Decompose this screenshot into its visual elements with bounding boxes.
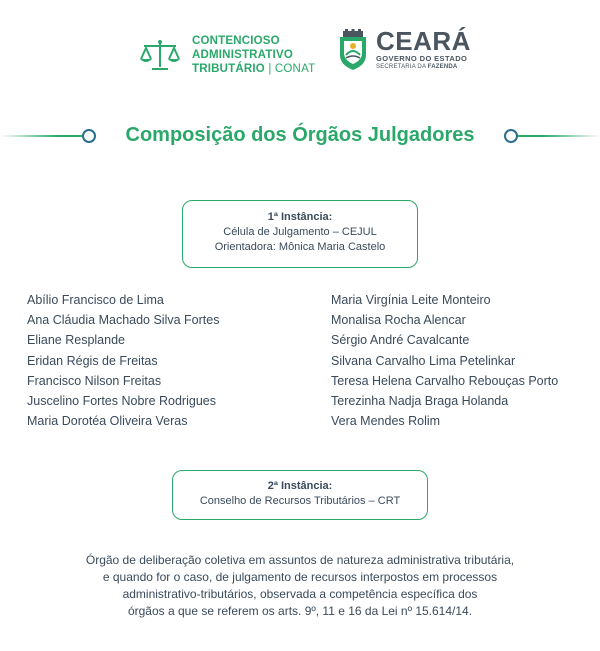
- list-item: Francisco Nilson Freitas: [27, 373, 162, 388]
- list-item: Eliane Resplande: [27, 333, 125, 348]
- list-item: Monalisa Rocha Alencar: [331, 313, 466, 328]
- title-divider-right: [518, 135, 600, 137]
- names-list-right: [331, 290, 558, 431]
- footer-line2: e quando for o caso, de julgamento de recursos interpostos em processos: [102, 570, 498, 584]
- ceara-coat-of-arms-icon: [336, 29, 370, 71]
- instancia2-heading: 2ª Instância:: [267, 480, 333, 492]
- ceara-sub2-prefix: SECRETARIA DA: [376, 64, 426, 70]
- footer-line3: administrativo-tributários, observada a competência específica dos: [122, 587, 478, 601]
- instancia2-line1: Conselho de Recursos Tributários – CRT: [199, 495, 401, 507]
- page-title: Composição dos Órgãos Julgadores: [125, 124, 475, 146]
- header: [0, 28, 600, 88]
- list-item: Juscelino Fortes Nobre Rodrigues: [27, 394, 216, 409]
- list-item: Eridan Régis de Freitas: [27, 353, 158, 368]
- bullet-dot-icon: [504, 129, 518, 143]
- conat-line3: TRIBUTÁRIO: [192, 63, 265, 75]
- conat-line3-suffix: | CONAT: [268, 63, 316, 75]
- list-item: Ana Cláudia Machado Silva Fortes: [27, 313, 220, 328]
- list-item: Vera Mendes Rolim: [331, 414, 441, 429]
- ceara-logo: [336, 28, 471, 71]
- list-item: Maria Virgínia Leite Monteiro: [331, 293, 491, 307]
- instancia1-line2: Orientadora: Mônica Maria Castelo: [214, 241, 386, 253]
- ceara-secretaria: [376, 63, 471, 71]
- list-item: Teresa Helena Carvalho Rebouças Porto: [331, 373, 559, 388]
- scales-icon: [138, 37, 182, 73]
- footer-line1: Órgão de deliberação coletiva em assuntos de natureza administrativa tributária,: [85, 553, 515, 567]
- ceara-subtitle: GOVERNO DO ESTADO: [376, 54, 468, 63]
- conat-line2: ADMINISTRATIVO: [192, 49, 293, 61]
- ceara-sub2-bold: FAZENDA: [427, 64, 458, 70]
- list-item: Terezinha Nadja Braga Holanda: [331, 394, 509, 409]
- footer-line4: órgãos a que se referem os arts. 9º, 11 e 16 da Lei nº 15.614/14.: [127, 604, 473, 618]
- instancia1-line1: Célula de Julgamento – CEJUL: [223, 226, 377, 238]
- list-item: Maria Dorotéa Oliveira Veras: [27, 414, 188, 429]
- conat-logo: [138, 34, 315, 76]
- footer-description: [30, 552, 570, 620]
- title-row: [0, 118, 600, 154]
- list-item: Abílio Francisco de Lima: [27, 293, 164, 307]
- instancia1-heading: 1ª Instância:: [267, 211, 333, 223]
- conat-line1: CONTENCIOSO: [192, 35, 280, 47]
- list-item: Sérgio André Cavalcante: [331, 333, 470, 348]
- segunda-instancia-box: [172, 470, 428, 520]
- ceara-name: CEARÁ: [376, 26, 471, 56]
- primeira-instancia-box: [182, 200, 418, 268]
- names-list-left: [27, 290, 219, 431]
- list-item: Silvana Carvalho Lima Petelinkar: [331, 353, 516, 368]
